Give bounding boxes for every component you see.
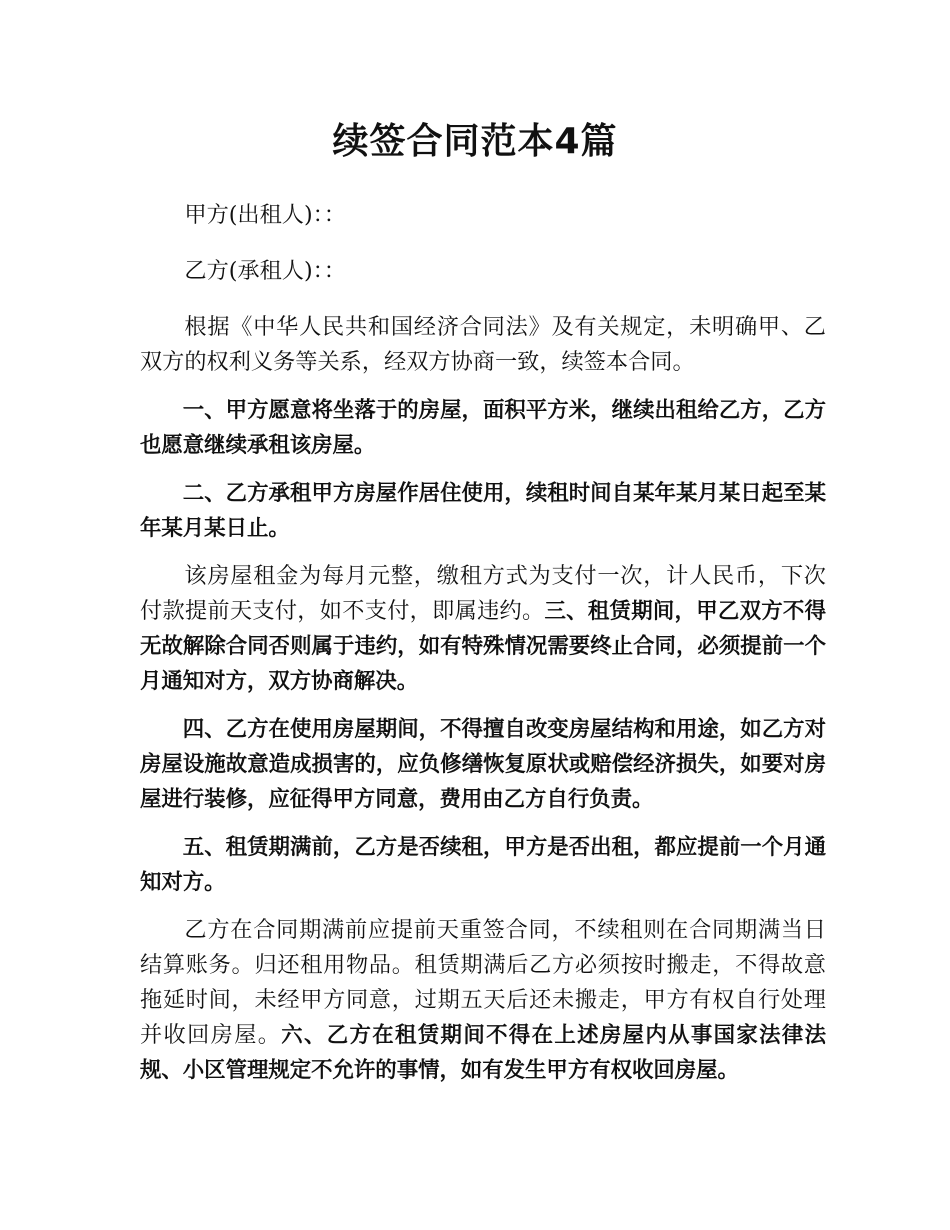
intro-paragraph: 根据《中华人民共和国经济合同法》及有关规定，未明确甲、乙双方的权利义务等关系，经双方协商一致，续签本合同。 <box>140 314 826 375</box>
clause-1: 一、甲方愿意将坐落于的房屋，面积平方米，继续出租给乙方，乙方也愿意继续承租该房屋。 <box>140 398 826 458</box>
party-a-line: 甲方(出租人)：： <box>184 202 346 228</box>
renewal-paragraph <box>140 913 826 1088</box>
clause-3: 三、租赁期间，甲乙双方不得无故解除合同否则属于违约，如有特殊情况需要终止合同，必须提前一个月通知对方，双方协商解决。 <box>140 599 826 694</box>
renewal-text: 乙方在合同期满前应提前天重签合同，不续租则在合同期满当日结算账务。归还租用物品。租赁期满后乙方必须按时搬走，不得故意拖延时间，未经甲方同意，过期五天后还未搬走，甲方有权自行处理并收回房屋。 <box>140 917 826 1048</box>
clause-5: 五、租赁期满前，乙方是否续租，甲方是否出租，都应提前一个月通知对方。 <box>140 835 826 895</box>
party-b-line: 乙方(承租人)：： <box>184 258 346 284</box>
rent-text: 该房屋租金为每月元整，缴租方式为支付一次，计人民币，下次付款提前天支付，如不支付，即属违约。 <box>140 563 826 624</box>
document-body <box>140 198 826 1101</box>
document-title: 续签合同范本4篇 <box>332 121 618 162</box>
clause-2: 二、乙方承租甲方房屋作居住使用，续租时间自某年某月某日起至某年某月某日止。 <box>140 481 826 541</box>
rent-paragraph <box>140 559 826 699</box>
clause-4: 四、乙方在使用房屋期间，不得擅自改变房屋结构和用途，如乙方对房屋设施故意造成损害的，应负修缮恢复原状或赔偿经济损失，如要对房屋进行装修，应征得甲方同意，费用由乙方自行负责。 <box>140 717 826 812</box>
clause-6: 六、乙方在租赁期间不得在上述房屋内从事国家法律法规、小区管理规定不允许的事情，如有发生甲方有权收回房屋。 <box>140 1023 826 1083</box>
